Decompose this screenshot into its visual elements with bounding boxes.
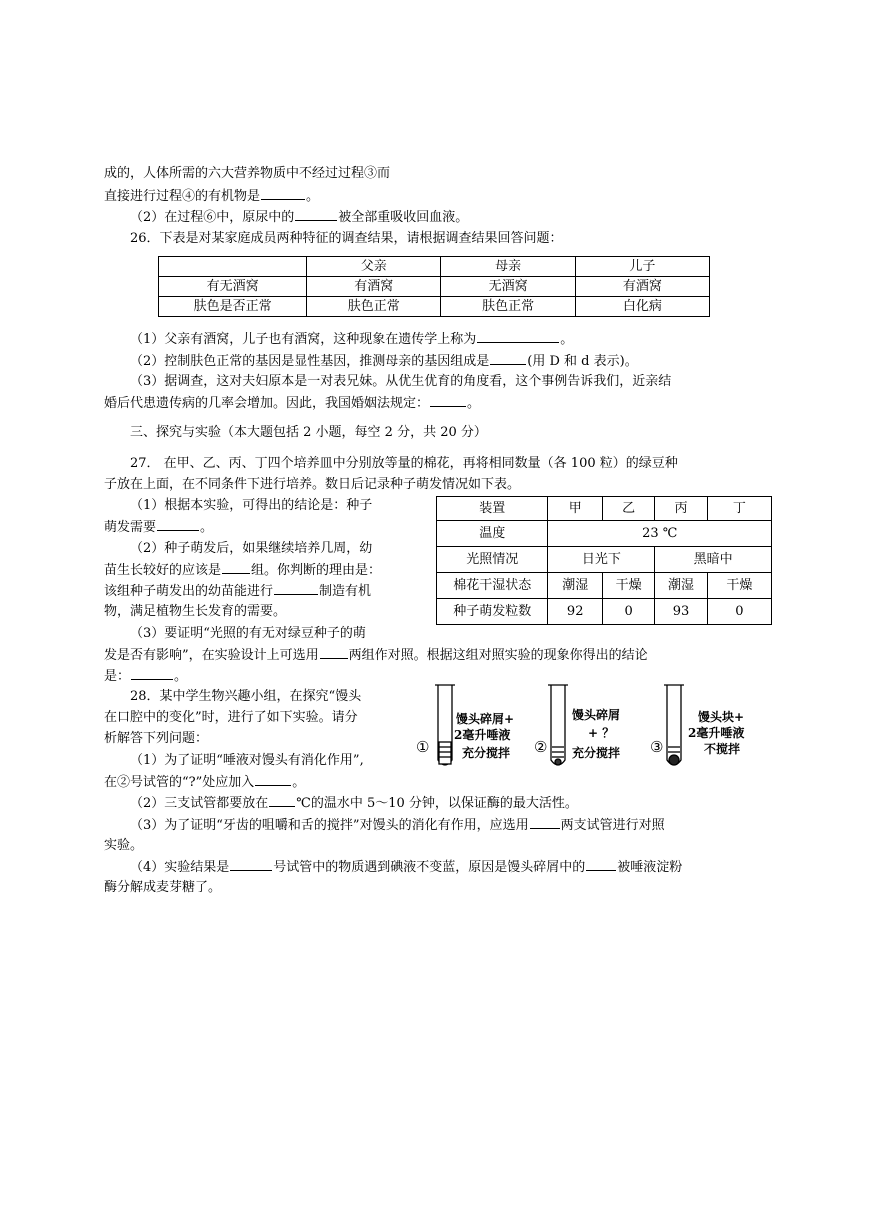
q27-part2-line3: 该组种子萌发出的幼苗能进行 制造有机	[104, 584, 372, 599]
q28-part4-line1: （4）实验结果是 号试管中的物质遇到碘液不变蓝，原因是馒头碎屑中的 被唾液淀粉	[130, 860, 683, 875]
table-cell: 棉花干湿状态	[437, 573, 548, 599]
answer-blank[interactable]	[131, 667, 173, 680]
answer-blank[interactable]	[477, 330, 559, 343]
q27-part1-line2: 萌发需要 。	[104, 520, 214, 535]
tube-label: 充分搅拌	[462, 746, 511, 760]
family-trait-table	[158, 256, 710, 317]
table-cell: 温度	[437, 521, 548, 547]
q28-part1-line1: （1）为了证明“唾液对馒头有消化作用”,	[130, 753, 364, 768]
answer-blank[interactable]	[430, 394, 466, 407]
germination-table	[436, 496, 772, 625]
q27-stem-line2: 子放在上面，在不同条件下进行培养。数日后记录种子萌发情况如下表。	[104, 477, 521, 492]
table-cell: 丁	[707, 497, 771, 521]
q28-part4-line2: 酶分解成麦芽糖了。	[104, 880, 222, 895]
table-cell: 丙	[655, 497, 707, 521]
q27-part2-line2: 苗生长较好的应该是 组。你判断的理由是：	[104, 563, 382, 578]
table-cell: 肤色是否正常	[159, 297, 307, 317]
q25-part2: （2）在过程⑥中，原尿中的 被全部重吸收回血液。	[130, 210, 469, 225]
q28-part3-line2: 实验。	[104, 838, 144, 853]
tube-label: + ？	[588, 726, 615, 740]
table-header-father: 父亲	[307, 257, 441, 277]
test-tube-2	[548, 685, 568, 765]
table-cell: 有无酒窝	[159, 277, 307, 297]
table-cell: 92	[548, 599, 602, 625]
q28-stem-line1: 28．某中学生物兴趣小组，在探究“馒头	[130, 689, 362, 704]
q27-part1-line1: （1）根据本实验，可得出的结论是：种子	[130, 498, 373, 513]
tube-label: 馒头碎屑+	[456, 712, 515, 726]
test-tube-3	[664, 685, 684, 765]
q26-part1: （1）父亲有酒窝，儿子也有酒窝，这种现象在遗传学上称为 。	[130, 332, 574, 347]
q28-stem-line2: 在口腔中的变化”时，进行了如下实验。请分	[104, 710, 358, 725]
table-cell	[159, 257, 307, 277]
q26-part2: （2）控制肤色正常的基因是显性基因，推测母亲的基因组成是 (用 D 和 d 表示)。	[130, 354, 638, 369]
answer-blank[interactable]	[261, 187, 305, 200]
table-cell: 0	[602, 599, 654, 625]
answer-blank[interactable]	[490, 352, 526, 365]
tube-label: 馒头块+	[698, 710, 745, 724]
table-cell: 潮湿	[548, 573, 602, 599]
table-cell: 光照情况	[437, 547, 548, 573]
section-heading: 三、探究与实验（本大题包括 2 小题，每空 2 分，共 20 分）	[130, 425, 487, 440]
table-cell: 甲	[548, 497, 602, 521]
table-cell: 无酒窝	[441, 277, 575, 297]
q26-part3-line1: （3）据调查，这对夫妇原本是一对表兄妹。从优生优育的角度看，这个事例告诉我们，近亲结	[130, 374, 672, 389]
test-tube-1	[435, 685, 455, 765]
q28-part2: （2）三支试管都要放在 ℃的温水中 5～10 分钟，以保证酶的最大活性。	[130, 796, 578, 811]
tube-label: 不搅拌	[704, 742, 741, 756]
answer-blank[interactable]	[274, 582, 318, 595]
q27-stem-line1: 27． 在甲、乙、丙、丁四个培养皿中分别放等量的棉花，再将相同数量（各 100 粒）的绿豆种	[130, 456, 678, 471]
table-cell: 有酒窝	[307, 277, 441, 297]
table-header-mother: 母亲	[441, 257, 575, 277]
tube-number: ①	[416, 738, 430, 756]
table-cell: 装置	[437, 497, 548, 521]
q25-line1: 成的，人体所需的六大营养物质中不经过过程③而	[104, 166, 391, 181]
tube-label: 2毫升唾液	[688, 726, 745, 740]
table-cell: 93	[655, 599, 707, 625]
answer-blank[interactable]	[586, 858, 616, 871]
table-cell: 0	[707, 599, 771, 625]
answer-blank[interactable]	[320, 646, 348, 659]
tube-number: ②	[534, 738, 548, 756]
answer-blank[interactable]	[269, 794, 295, 807]
table-cell: 潮湿	[655, 573, 707, 599]
tube-label: 2毫升唾液	[454, 728, 511, 742]
answer-blank[interactable]	[157, 518, 199, 531]
q28-stem-line3: 析解答下列问题：	[104, 731, 209, 746]
tube-label: 馒头碎屑	[572, 708, 621, 722]
q28-part1-line2: 在②号试管的“?”处应加入 。	[104, 775, 306, 790]
table-header-son: 儿子	[575, 257, 709, 277]
table-cell: 白化病	[575, 297, 709, 317]
tube-label: 充分搅拌	[572, 746, 621, 760]
q28-part3-line1: （3）为了证明“牙齿的咀嚼和舌的搅拌”对馒头的消化有作用，应选用 两支试管进行对照	[130, 818, 665, 833]
table-cell: 干燥	[707, 573, 771, 599]
q27-part3-line3: 是： 。	[104, 669, 188, 684]
answer-blank[interactable]	[230, 858, 272, 871]
q26-part3-line2: 婚后代患遗传病的几率会增加。因此，我国婚姻法规定： 。	[104, 396, 481, 411]
table-cell: 23 ℃	[548, 521, 772, 547]
table-cell: 有酒窝	[575, 277, 709, 297]
q25-line2: 直接进行过程④的有机物是 。	[104, 189, 320, 204]
table-cell: 日光下	[548, 547, 655, 573]
table-cell: 乙	[602, 497, 654, 521]
table-cell: 干燥	[602, 573, 654, 599]
answer-blank[interactable]	[530, 816, 560, 829]
table-cell: 肤色正常	[441, 297, 575, 317]
q27-part2-line1: （2）种子萌发后，如果继续培养几周，幼	[130, 541, 373, 556]
table-cell: 种子萌发粒数	[437, 599, 548, 625]
answer-blank[interactable]	[222, 561, 250, 574]
q27-part3-line1: （3）要证明“光照的有无对绿豆种子的萌	[130, 626, 366, 641]
tube-number: ③	[650, 738, 664, 756]
q27-part3-line2: 发是否有影响”，在实验设计上可选用 两组作对照。根据这组对照实验的现象你得出的结论	[104, 648, 648, 663]
answer-blank[interactable]	[255, 773, 291, 786]
table-cell: 黑暗中	[655, 547, 772, 573]
answer-blank[interactable]	[295, 208, 337, 221]
table-cell: 肤色正常	[307, 297, 441, 317]
q26-stem: 26．下表是对某家庭成员两种特征的调查结果，请根据调查结果回答问题：	[130, 231, 563, 246]
q27-part2-line4: 物，满足植物生长发育的需要。	[104, 604, 287, 619]
